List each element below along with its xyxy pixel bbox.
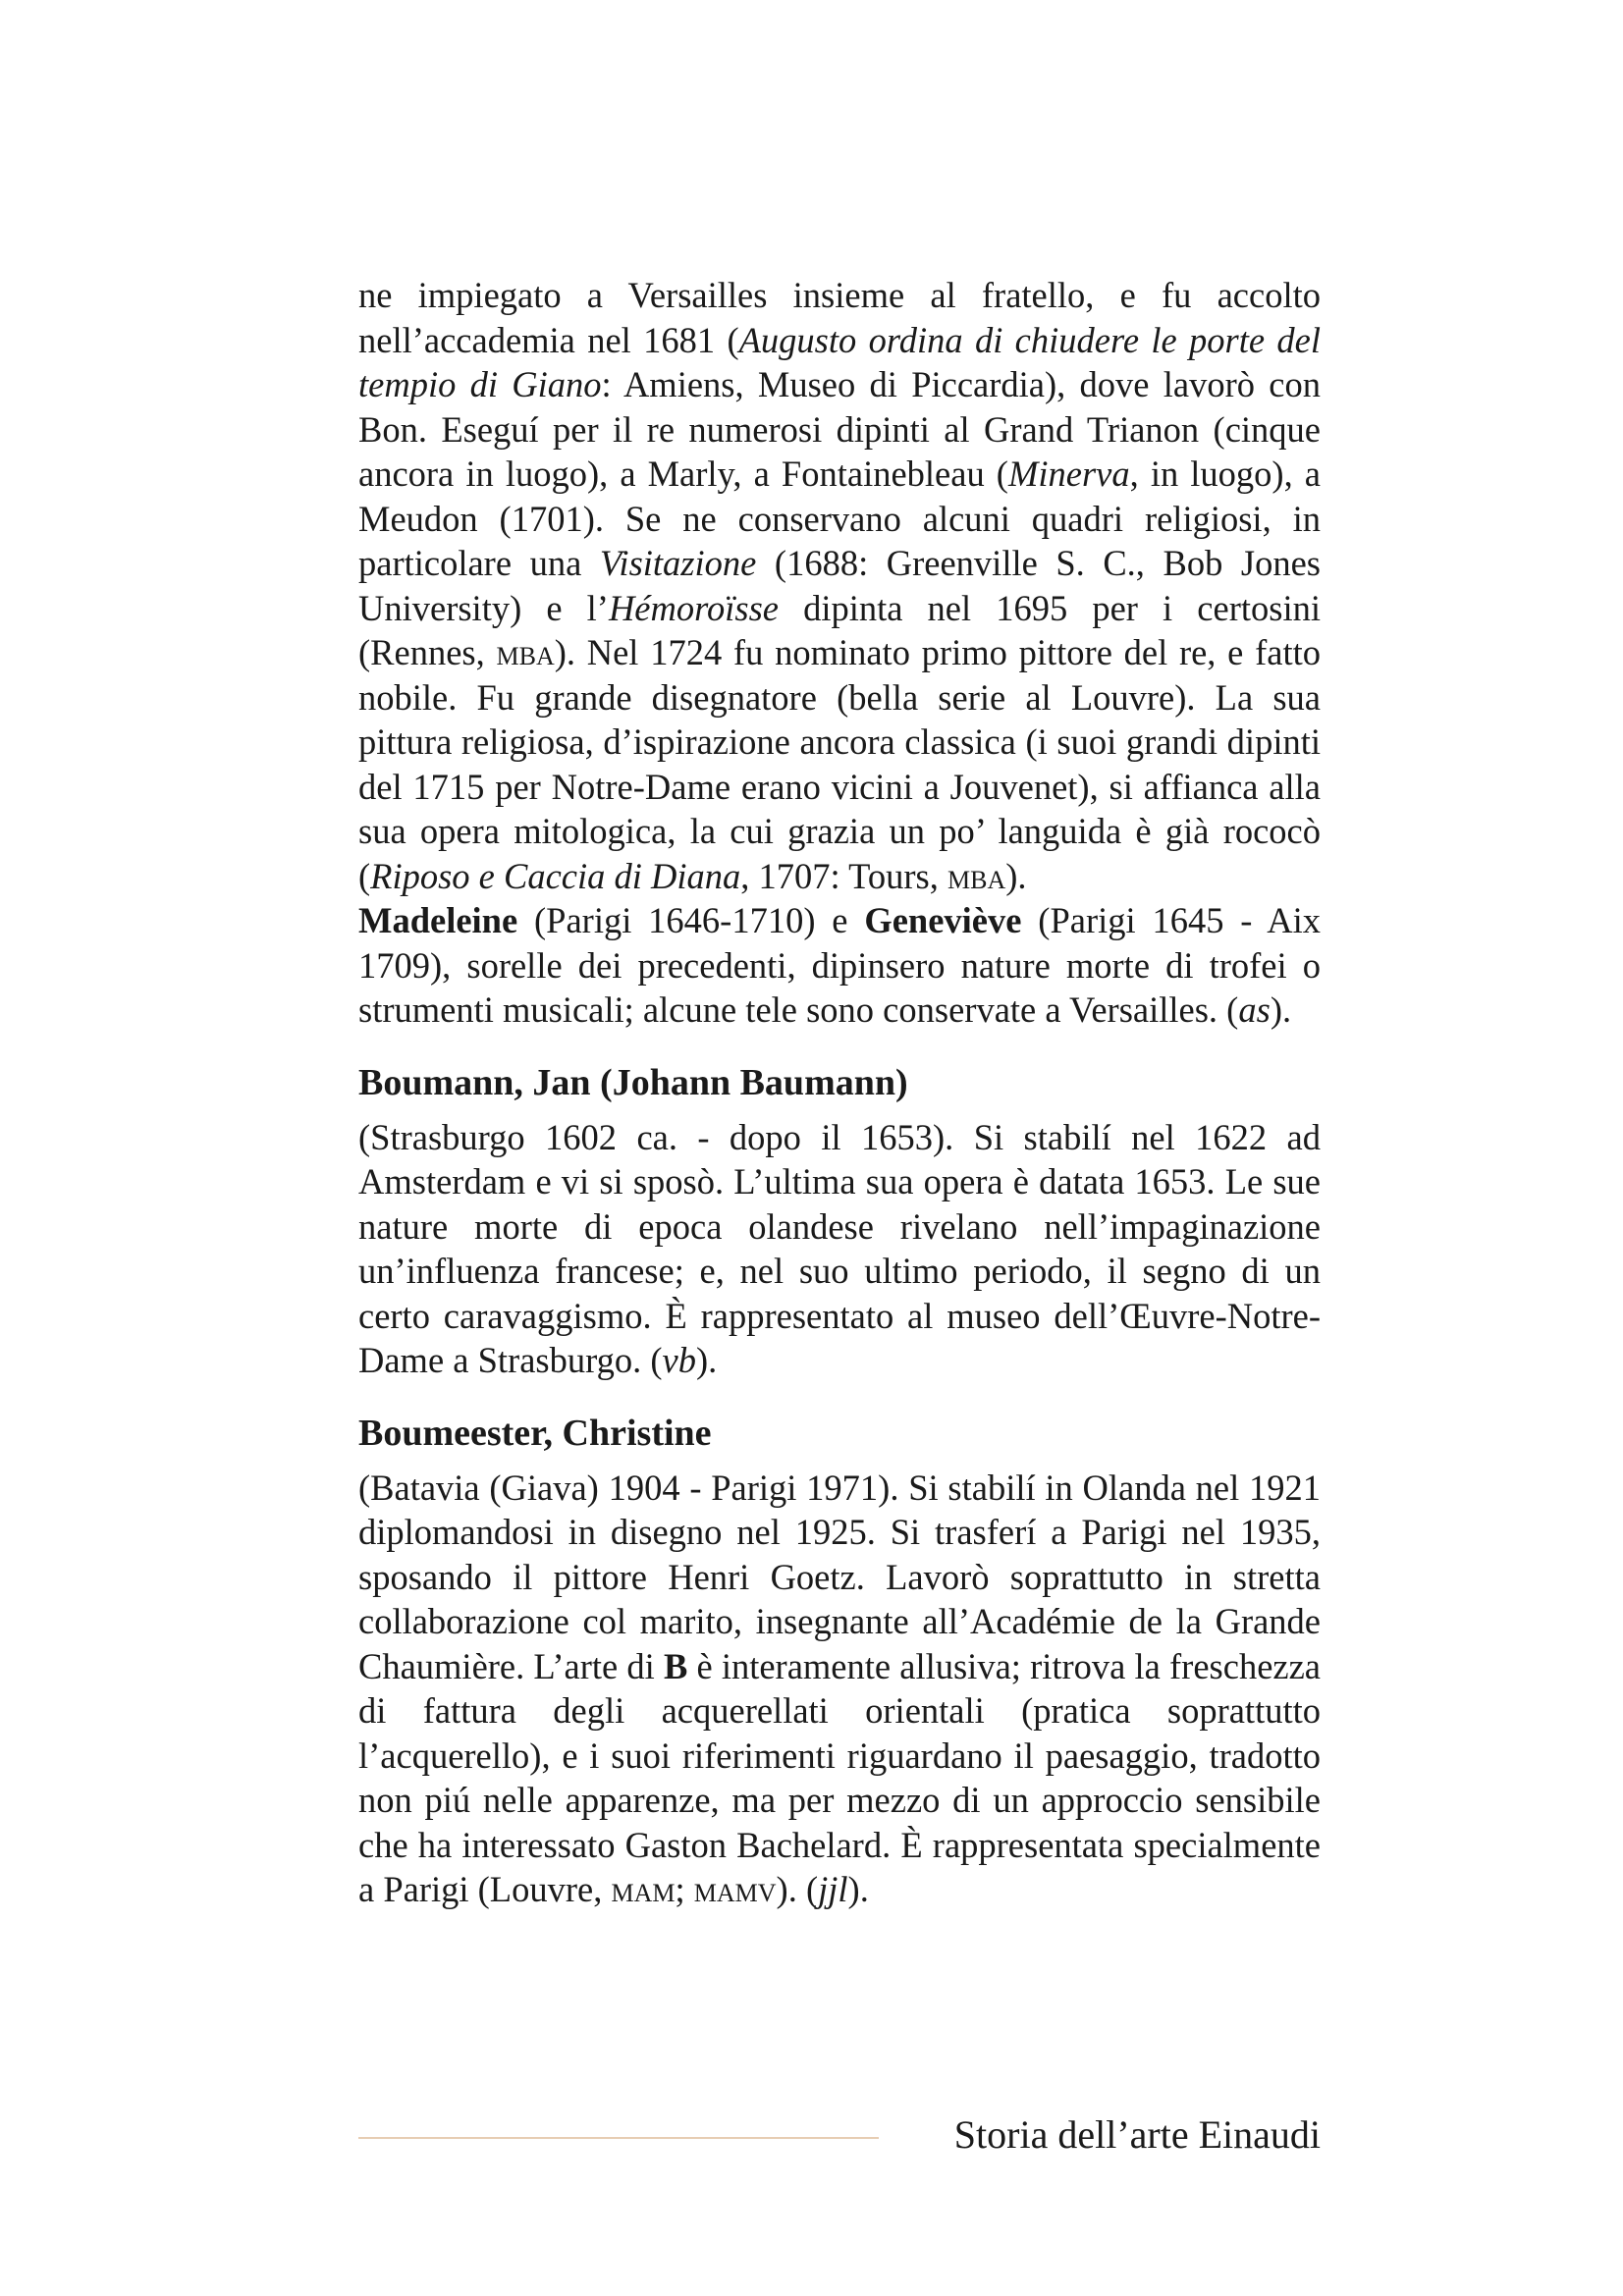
artwork-title: Hémoroïsse [608,587,779,628]
artwork-title: Riposo e Caccia di Diana [370,855,741,896]
entry-heading-boumeester: Boumeester, Christine [358,1412,712,1454]
text-run: (1688: Greenville S. C., Bob Jones University) e l’ [358,543,1321,628]
text-run: ne impiegato a Versailles insieme al fratello, e fu accolto nell’accademia nel 1681 ( [358,275,1321,360]
person-name: Madeleine [358,900,518,940]
artwork-title: Minerva [1007,454,1130,494]
museum-abbreviation: mam [611,1869,676,1909]
page-footer [358,2110,1321,2160]
subject-initial: B [663,1645,688,1686]
text-run: dipinta nel 1695 per i certosini (Rennes, [358,587,1321,672]
author-initials: vb [662,1340,696,1380]
text-run: (Parigi 1646-1710) e [517,900,865,940]
museum-abbreviation: mba [947,855,1006,896]
text-run: ). [847,1869,869,1909]
museum-abbreviation: mamv [693,1869,777,1909]
footer-title: Storia dell’arte Einaudi [953,2112,1321,2157]
text-run: è interamente allusiva; ritrova la freschezza di fattura degli acquerellati orientali (pratica soprattutto l’acquerello), e i suoi riferimenti riguardano il paesaggio, tradotto non piú nelle apparenze, ma per mezzo di un approccio sensibile che ha interessato Gaston Bachelard. È rappresentata specialmente a Parigi (Louvre, [358,1645,1321,1909]
author-initials: as [1238,989,1271,1030]
footer-rule [358,2137,879,2139]
artwork-title: Visitazione [599,543,757,583]
page-body [358,273,1321,1912]
text-run: ; [675,1869,694,1909]
entry-body-boumann [358,1115,1321,1383]
author-initials: jjl [818,1869,848,1909]
text-run: ). Nel 1724 fu nominato primo pittore del re, e fatto nobile. Fu grande disegnatore (bella serie al Louvre). La sua pittura religiosa, d’ispirazione ancora classica (i suoi grandi dipinti del 1715 per Notre-Dame erano vicini a Jouvenet), si affianca alla sua opera mitologica, la cui grazia un po’ languida è già rococò ( [358,632,1322,896]
text-run: (Batavia (Giava) 1904 - Parigi 1971). Si stabilí in Olanda nel 1921 diplomandosi in disegno nel 1925. Si trasferí a Parigi nel 1935, sposando il pittore Henri Goetz. Lavorò soprattutto in stretta collaborazione col marito, insegnante all’Académie de la Grande Chaumière. L’arte di [358,1467,1321,1686]
text-run: (Strasburgo 1602 ca. - dopo il 1653). Si stabilí nel 1622 ad Amsterdam e vi si sposò. L’ultima sua opera è datata 1653. Le sue nature morte di epoca olandese rivelano nell’impaginazione un’influenza francese; e, nel suo ultimo periodo, il segno di un certo caravaggismo. È rappresentato al museo dell’Œuvre-Notre-Dame a Strasburgo. ( [358,1116,1321,1380]
text-run: ). ( [776,1869,819,1909]
text-run: , in luogo), a Meudon (1701). Se ne conservano alcuni quadri religiosi, in particolare una [358,454,1321,583]
person-name: Geneviève [864,900,1022,940]
text-run: (Parigi 1645 - Aix 1709), sorelle dei precedenti, dipinsero nature morte di trofei o strumenti musicali; alcune tele sono conservate a Versailles. ( [358,900,1321,1030]
museum-abbreviation: mba [496,632,555,672]
sisters-paragraph [358,898,1321,1033]
text-run: ). [1270,989,1292,1030]
artwork-title: Augusto ordina di chiudere le porte del tempio di Giano [358,319,1322,404]
entry-heading-boumann: Boumann, Jan (Johann Baumann) [358,1061,908,1103]
entry-body-boumeester [358,1466,1321,1912]
text-run: , 1707: Tours, [740,855,947,896]
text-run: ). [695,1340,718,1380]
entry-continuation-paragraph [358,273,1321,898]
text-run: ). [1005,855,1027,896]
text-run: : Amiens, Museo di Piccardia), dove lavorò con Bon. Eseguí per il re numerosi dipinti al Grand Trianon (cinque ancora in luogo), a Marly, a Fontainebleau ( [358,364,1322,494]
